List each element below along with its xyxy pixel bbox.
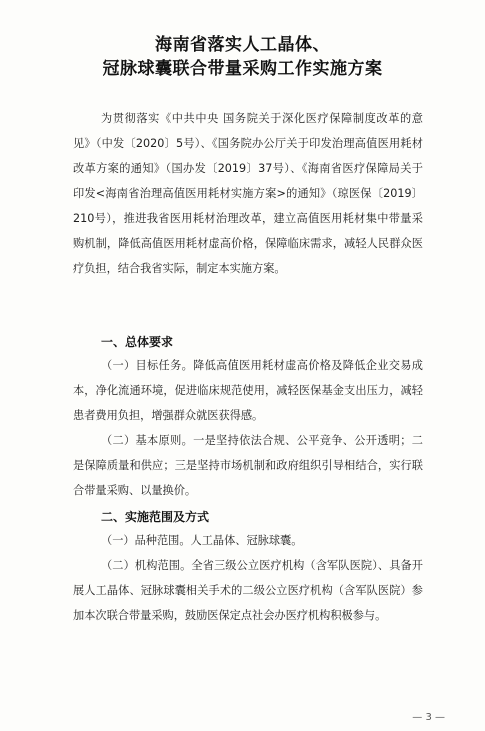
section-1-heading: 一、总体要求 <box>101 335 174 349</box>
section-2-paragraph-1 <box>73 528 423 553</box>
document-title-line-1: 海南省落实人工晶体、 <box>155 35 330 55</box>
section-2-paragraph-2 <box>73 553 423 628</box>
page-number: — 3 — <box>412 712 445 723</box>
section-2-heading: 二、实施范围及方式 <box>101 510 210 524</box>
section-2-paragraph-1-text: （一）品种范围。人工晶体、冠脉球囊。 <box>101 534 303 547</box>
section-1-paragraph-2 <box>73 428 423 503</box>
section-1-paragraph-2-text: （二）基本原则。一是坚持依法合规、公平竞争、公开透明；二是保障质量和供应；三是坚持市场机制和政府组织引导相结合，实行联合带量采购、以量换价。 <box>73 434 423 497</box>
intro-paragraph <box>73 106 423 281</box>
section-2-paragraph-2-text: （二）机构范围。全省三级公立医疗机构（含军队医院）、具备开展人工晶体、冠脉球囊相关手术的二级公立医疗机构（含军队医院）参加本次联合带量采购，鼓励医保定点社会办医疗机构积极参与。 <box>73 559 423 622</box>
intro-text: 为贯彻落实《中共中央 国务院关于深化医疗保障制度改革的意见》（中发〔2020〕5号）、《国务院办公厅关于印发治理高值医用耗材改革方案的通知》（国办发〔2019〕37号）、《海南省医疗保障局关于印发<海南省治理高值医用耗材实施方案>的通知》（琼医保〔2019〕210号），推进我省医用耗材治理改革，建立高值医用耗材集中带量采购机制，降低高值医用耗材虚高价格，保障临床需求，减轻人民群众医疗负担，结合我省实际，制定本实施方案。 <box>73 112 423 275</box>
section-1-paragraph-1-text: （一）目标任务。降低高值医用耗材虚高价格及降低企业交易成本，净化流通环境，促进临床规范使用，减轻医保基金支出压力，减轻患者费用负担，增强群众就医获得感。 <box>73 359 423 422</box>
document-title-line-2: 冠脉球囊联合带量采购工作实施方案 <box>102 59 383 79</box>
section-1-paragraph-1 <box>73 353 423 428</box>
